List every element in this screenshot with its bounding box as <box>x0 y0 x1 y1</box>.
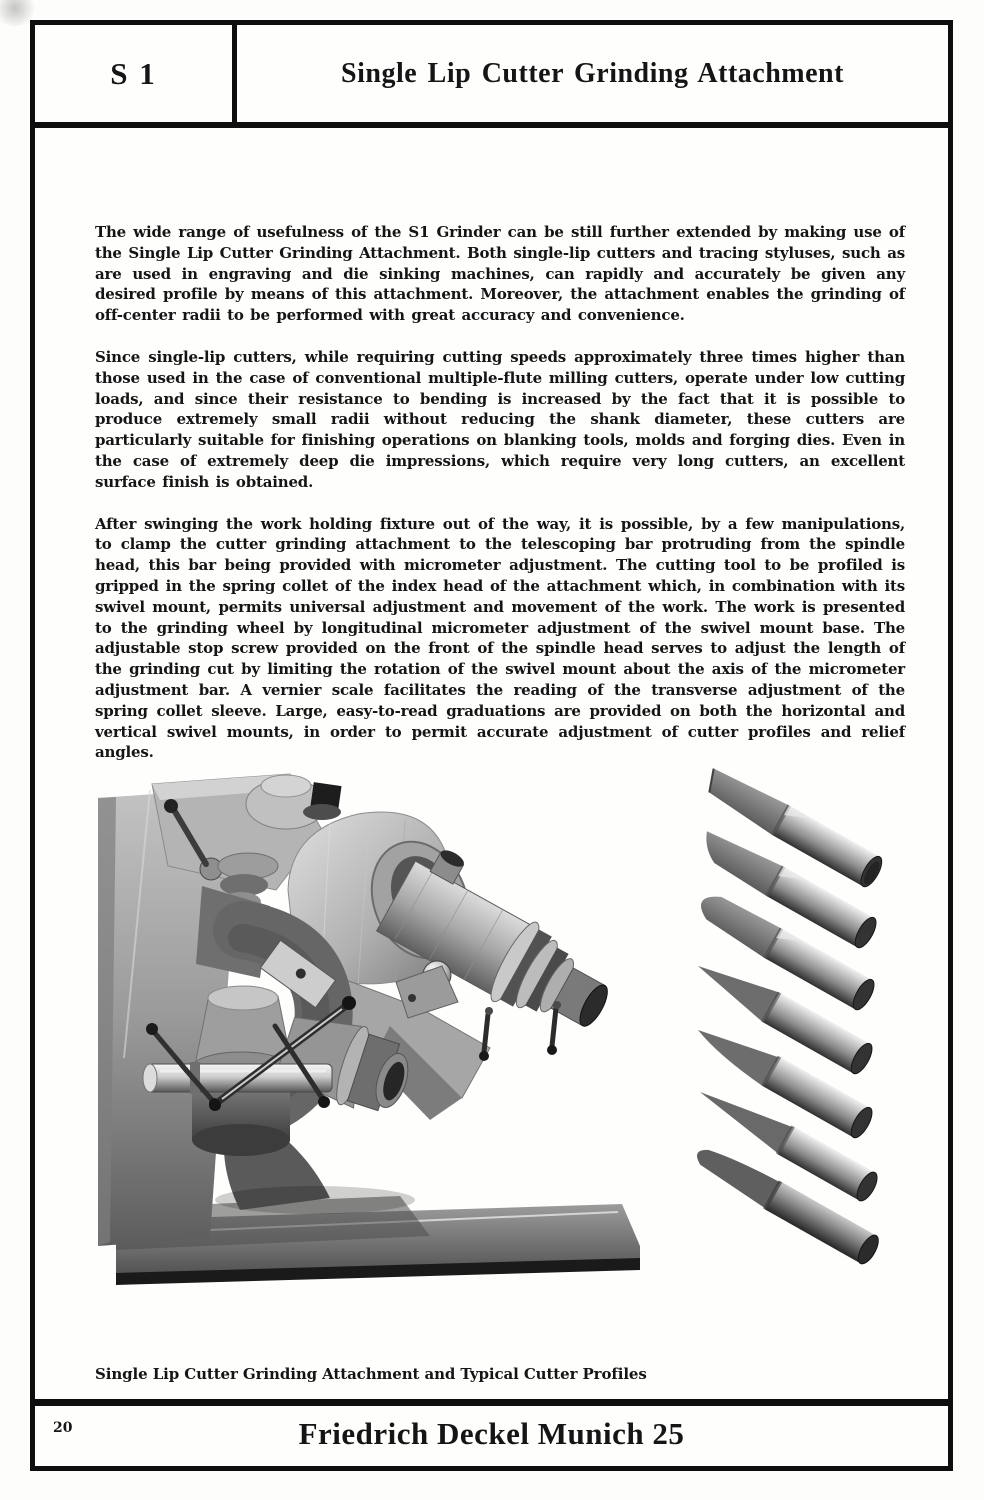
body-text <box>95 222 905 784</box>
grinding-attachment-machine <box>98 774 640 1285</box>
body-paragraph-3: After swinging the work holding fixture out of the way, it is possible, by a few manipulations, to clamp the cutter grinding attachment to the telescoping bar protruding from the spindle head, this bar being provided with micrometer adjustment. The cutting tool to be profiled is gripped in the spring collet of the index head of the attachment which, in combination with its swivel mount, permits universal adjustment and movement of the work. The work is presented to the grinding wheel by longitudinal micrometer adjustment of the swivel mount base. The adjustable stop screw provided on the front of the spindle head serves to adjust the length of the grinding cut by limiting the rotation of the swivel mount about the axis of the micrometer adjustment bar. A vernier scale facilitates the reading of the transverse adjustment of the spring collet sleeve. Large, easy-to-read graduations are provided on both the horizontal and vertical swivel mounts, in order to permit accurate adjustment of cutter profiles and relief angles. <box>95 514 905 762</box>
figure-caption: Single Lip Cutter Grinding Attachment and Typical Cutter Profiles <box>95 1365 647 1383</box>
header-model-code-cell <box>35 25 237 122</box>
header-title-cell <box>237 25 948 122</box>
cutter-profiles <box>690 768 886 1267</box>
body-paragraph-1: The wide range of usefulness of the S1 Grinder can be still further extended by making use of the Single Lip Cutter Grinding Attachment. Both single-lip cutters and tracing styluses, such as are used in engraving and die sinking machines, can rapidly and accurately be given any desired profile by means of this attachment. Moreover, the attachment enables the grinding of off-center radii to be performed with great accuracy and convenience. <box>95 223 905 325</box>
body-paragraph-2: Since single-lip cutters, while requiring cutting speeds approximately three times higher than those used in the case of conventional multiple-flute milling cutters, operate under low cutting loads, and since their resistance to bending is increased by the fact that it is possible to produce extremely small radii without reducing the shank diameter, these cutters are particularly suitable for finishing operations on blanking tools, molds and forging dies. Even in the case of extremely deep die impressions, which require very long cutters, an excellent surface finish is obtained. <box>95 347 905 491</box>
footer <box>35 1406 948 1462</box>
page-number: 20 <box>53 1420 73 1436</box>
model-code: S 1 <box>110 55 157 91</box>
page-frame <box>30 20 953 1471</box>
content-area <box>35 128 948 1406</box>
cutter-profile-flat-chisel <box>699 768 885 890</box>
page-title: Single Lip Cutter Grinding Attachment <box>341 57 844 89</box>
company-imprint: Friedrich Deckel Munich 25 <box>298 1416 685 1451</box>
header <box>35 25 948 128</box>
figure-photo <box>90 768 960 1338</box>
machine-and-cutters-illustration <box>90 768 960 1338</box>
